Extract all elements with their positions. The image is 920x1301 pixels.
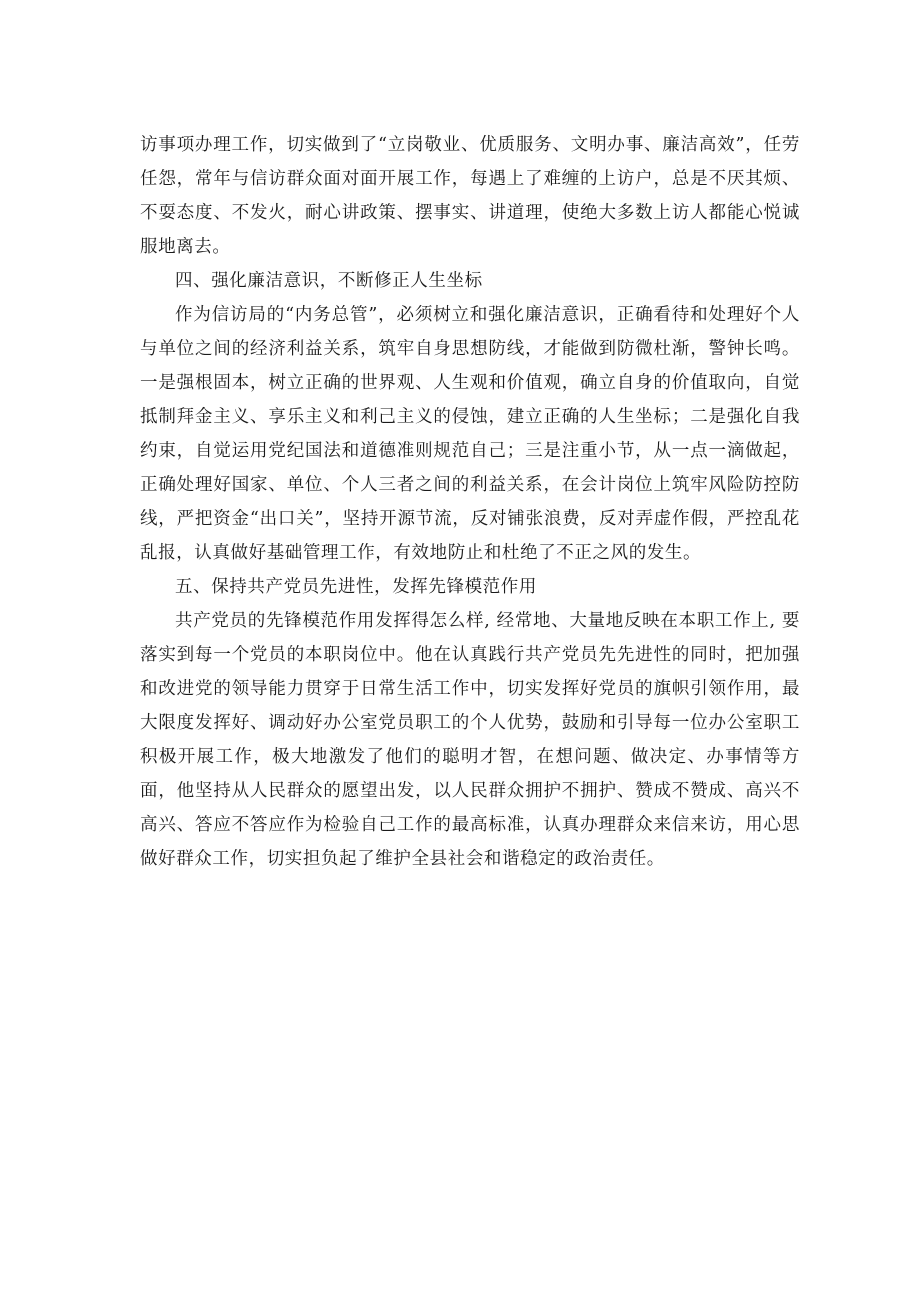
- section-heading-five: 五、保持共产党员先进性，发挥先锋模范作用: [175, 577, 537, 597]
- document-body: [140, 128, 800, 876]
- paragraph-party-member: 共产党员的先锋模范作用发挥得怎么样, 经常地、大量地反映在本职工作上, 要落实到每一个党员的本职岗位中。他在认真践行共产党员先先进性的同时，把加强和改进党的领导能力贯穿于日常生活工作中，切实发挥好党员的旗帜引领作用，最大限度发挥好、调动好办公室党员职工的个人优势，鼓励和引导每一位办公室职工积极开展工作，极大地激发了他们的聪明才智，在想问题、做决定、办事情等方面，他坚持从人民群众的愿望出发，以人民群众拥护不拥护、赞成不赞成、高兴不高兴、答应不答应作为检验自己工作的最高标准，认真办理群众来信来访，用心思做好群众工作，切实担负起了维护全县社会和谐稳定的政治责任。: [140, 611, 800, 869]
- paragraph-continuation: 访事项办理工作，切实做到了“立岗敬业、优质服务、文明办事、廉洁高效”，任劳任怨，常年与信访群众面对面开展工作，每遇上了难缠的上访户，总是不厌其烦、不耍态度、不发火，耐心讲政策、摆事实、讲道理，使绝大多数上访人都能心悦诚服地离去。: [140, 135, 800, 257]
- section-heading-four: 四、强化廉洁意识，不断修正人生坐标: [175, 271, 483, 291]
- paragraph-integrity: 作为信访局的“内务总管”，必须树立和强化廉洁意识，正确看待和处理好个人与单位之间的经济利益关系，筑牢自身思想防线，才能做到防微杜渐，警钟长鸣。一是强根固本，树立正确的世界观、人生观和价值观，确立自身的价值取向，自觉抵制拜金主义、享乐主义和利己主义的侵蚀，建立正确的人生坐标；二是强化自我约束，自觉运用党纪国法和道德准则规范自己；三是注重小节，从一点一滴做起，正确处理好国家、单位、个人三者之间的利益关系，在会计岗位上筑牢风险防控防线，严把资金“出口关”，坚持开源节流，反对铺张浪费，反对弄虚作假，严控乱花乱报，认真做好基础管理工作，有效地防止和杜绝了不正之风的发生。: [140, 305, 800, 563]
